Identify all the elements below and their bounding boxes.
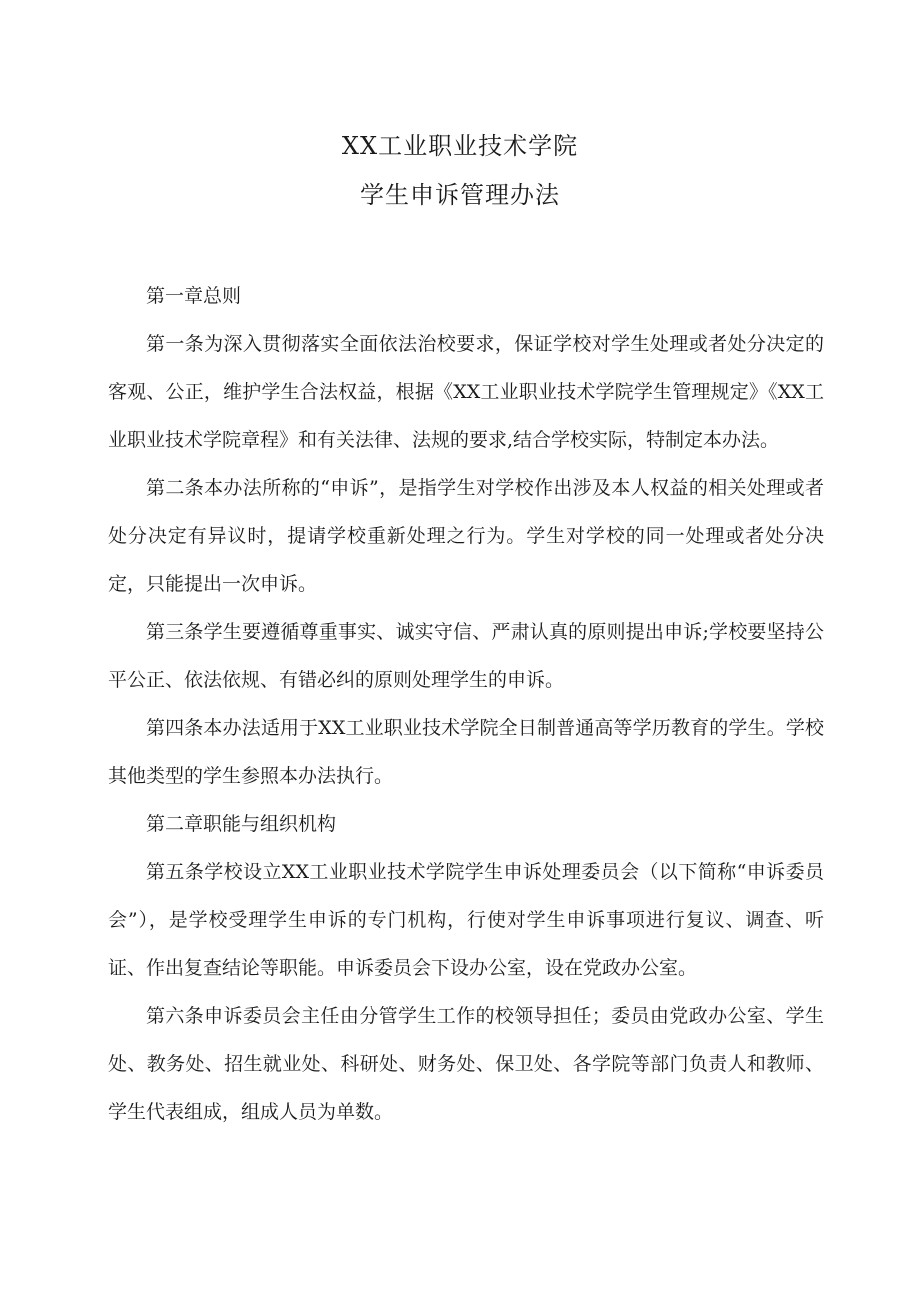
document-title-line2: 学生申诉管理办法	[360, 181, 560, 209]
chapter1-heading: 第一章总则	[146, 285, 242, 307]
chapter2-heading: 第二章职能与组织机构	[146, 813, 337, 835]
article-6: 第六条申诉委员会主任由分管学生工作的校领导担任；委员由党政办公室、学生处、教务处、招生就业处、科研处、财务处、保卫处、各学院等部门负责人和教师、学生代表组成，组成人员为单数。	[108, 1005, 824, 1123]
article-3: 第三条学生要遵循尊重事实、诚实守信、严肃认真的原则提出申诉;学校要坚持公平公正、依法依规、有错必纠的原则处理学生的申诉。	[108, 621, 824, 691]
document-title-line1: XX工业职业技术学院	[341, 132, 579, 160]
article-5: 第五条学校设立XX工业职业技术学院学生申诉处理委员会（以下简称“申诉委员会”），是学校受理学生申诉的专门机构，行使对学生申诉事项进行复议、调查、听证、作出复查结论等职能。申诉委员会下设办公室，设在党政办公室。	[108, 861, 824, 979]
document-body	[108, 272, 824, 1136]
article-1: 第一条为深入贯彻落实全面依法治校要求，保证学校对学生处理或者处分决定的客观、公正，维护学生合法权益，根据《XX工业职业技术学院学生管理规定》《XX工业职业技术学院章程》和有关法律、法规的要求,结合学校实际，特制定本办法。	[108, 333, 824, 451]
article-4: 第四条本办法适用于XX工业职业技术学院全日制普通高等学历教育的学生。学校其他类型的学生参照本办法执行。	[108, 717, 824, 787]
article-2: 第二条本办法所称的“申诉”，是指学生对学校作出涉及本人权益的相关处理或者处分决定有异议时，提请学校重新处理之行为。学生对学校的同一处理或者处分决定，只能提出一次申诉。	[108, 477, 824, 595]
